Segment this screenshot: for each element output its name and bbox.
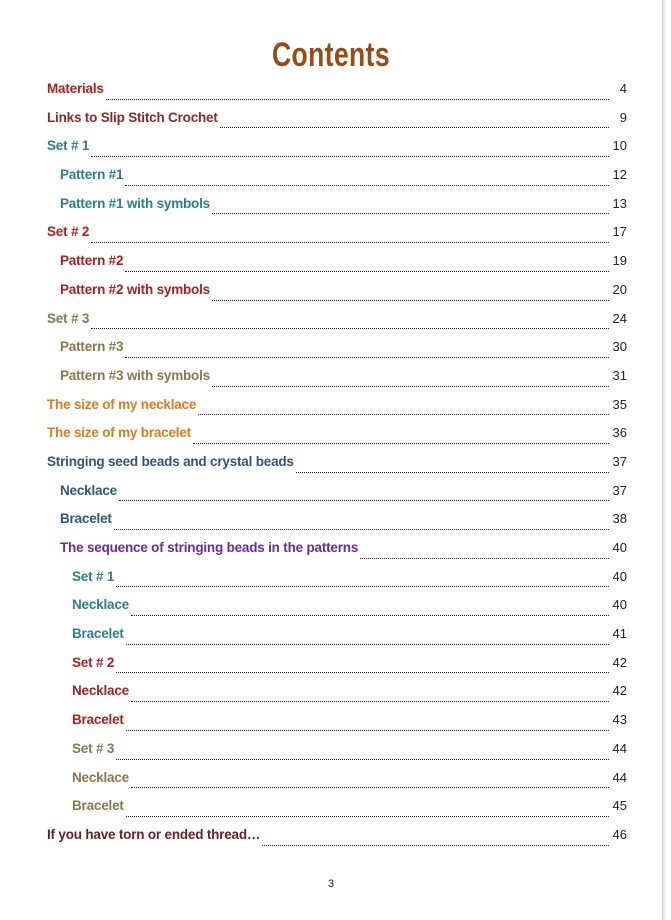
dot-leader <box>116 758 609 760</box>
toc-entry-page: 40 <box>612 597 627 613</box>
toc-entry-label[interactable]: Materials <box>47 81 104 96</box>
toc-entry-page: 46 <box>612 826 627 842</box>
toc-entry-page: 40 <box>612 540 627 555</box>
toc-entry-page: 42 <box>612 683 627 699</box>
toc-entry[interactable] <box>0 655 662 684</box>
toc-entry[interactable] <box>0 597 662 626</box>
toc-entry-label[interactable]: Bracelet <box>72 798 124 814</box>
toc-entry[interactable] <box>0 511 662 540</box>
toc-entry-label[interactable]: Set # 2 <box>72 654 115 670</box>
toc-entry-page: 4 <box>619 81 627 96</box>
toc-entry-page: 40 <box>612 568 627 584</box>
toc-entry-label[interactable]: If you have torn or ended thread… <box>47 826 261 842</box>
toc-entry-label[interactable]: Set # 3 <box>72 740 115 756</box>
toc-entry[interactable] <box>0 311 662 340</box>
dot-leader <box>220 126 609 128</box>
toc-entry[interactable] <box>0 483 662 512</box>
toc-entry-label[interactable]: Bracelet <box>72 712 124 728</box>
toc-entry[interactable] <box>0 253 662 282</box>
toc-entry[interactable] <box>0 569 662 598</box>
toc-entry-page: 13 <box>612 195 627 211</box>
page-number: 3 <box>327 878 335 890</box>
toc-entry-page: 10 <box>612 138 627 154</box>
toc-entry-page: 19 <box>612 253 627 269</box>
toc-entry-page: 43 <box>612 712 627 728</box>
toc-entry[interactable] <box>0 138 662 167</box>
toc-entry-label[interactable]: The size of my necklace <box>47 396 197 412</box>
toc-entry[interactable] <box>0 425 662 454</box>
dot-leader <box>131 614 609 616</box>
toc-entry[interactable] <box>0 339 662 368</box>
toc-entry-label[interactable]: Pattern #2 <box>60 253 124 269</box>
dot-leader <box>212 299 609 301</box>
dot-leader <box>106 98 609 100</box>
dot-leader <box>212 212 609 214</box>
table-of-contents <box>0 81 662 856</box>
toc-entry-label[interactable]: Set # 2 <box>47 224 90 240</box>
toc-entry-label[interactable]: Pattern #1 <box>60 167 124 183</box>
dot-leader <box>126 643 609 645</box>
dot-leader <box>212 385 609 387</box>
toc-entry-page: 20 <box>612 281 627 297</box>
toc-entry-page: 45 <box>612 798 627 814</box>
toc-entry-page: 37 <box>612 453 627 469</box>
dot-leader <box>126 729 609 731</box>
dot-leader <box>125 184 609 186</box>
toc-entry-label[interactable]: Links to Slip Stitch Crochet <box>47 109 218 125</box>
toc-entry[interactable] <box>0 540 662 569</box>
toc-entry-page: 44 <box>612 769 627 785</box>
dot-leader <box>119 499 609 501</box>
toc-entry[interactable] <box>0 110 662 139</box>
toc-entry-label[interactable]: Pattern #3 with symbols <box>60 367 210 383</box>
dot-leader <box>296 471 609 473</box>
toc-entry[interactable] <box>0 626 662 655</box>
toc-entry[interactable] <box>0 798 662 827</box>
dot-leader <box>114 528 609 530</box>
toc-entry[interactable] <box>0 81 662 110</box>
toc-entry[interactable] <box>0 683 662 712</box>
toc-entry[interactable] <box>0 167 662 196</box>
toc-entry-label[interactable]: Bracelet <box>60 511 112 527</box>
toc-entry-label[interactable]: Necklace <box>72 683 129 699</box>
toc-entry[interactable] <box>0 741 662 770</box>
dot-leader <box>131 786 609 788</box>
toc-entry-label[interactable]: Set # 1 <box>72 568 115 584</box>
toc-entry-page: 12 <box>612 167 627 183</box>
toc-entry-label[interactable]: Set # 1 <box>47 138 90 154</box>
toc-entry[interactable] <box>0 397 662 426</box>
toc-entry-label[interactable]: Necklace <box>72 597 129 613</box>
toc-entry-page: 17 <box>612 224 627 240</box>
dot-leader <box>116 671 609 673</box>
toc-entry-label[interactable]: Set # 3 <box>47 310 90 326</box>
toc-entry-label[interactable]: Pattern #1 with symbols <box>60 195 210 211</box>
dot-leader <box>125 356 609 358</box>
toc-entry-label[interactable]: The sequence of stringing beads in the patterns <box>60 540 359 555</box>
toc-entry[interactable] <box>0 368 662 397</box>
dot-leader <box>91 327 609 329</box>
toc-entry-page: 9 <box>619 109 627 125</box>
toc-entry-page: 36 <box>612 425 627 441</box>
dot-leader <box>126 815 609 817</box>
dot-leader <box>116 585 609 587</box>
toc-entry-label[interactable]: Pattern #2 with symbols <box>60 281 210 297</box>
toc-entry[interactable] <box>0 770 662 799</box>
toc-entry[interactable] <box>0 712 662 741</box>
toc-entry-page: 41 <box>612 626 627 642</box>
toc-entry-label[interactable]: Bracelet <box>72 626 124 642</box>
toc-entry-page: 24 <box>612 310 627 326</box>
page-title: Contents <box>271 36 391 74</box>
toc-entry-label[interactable]: Necklace <box>72 769 129 785</box>
dot-leader <box>262 844 609 846</box>
toc-entry-label[interactable]: Pattern #3 <box>60 339 124 355</box>
dot-leader <box>193 442 609 444</box>
toc-entry-page: 35 <box>612 396 627 412</box>
dot-leader <box>360 557 609 559</box>
dot-leader <box>91 155 609 157</box>
toc-entry[interactable] <box>0 454 662 483</box>
dot-leader <box>131 700 609 702</box>
dot-leader <box>198 413 609 415</box>
toc-entry-page: 37 <box>612 482 627 498</box>
toc-entry[interactable] <box>0 196 662 225</box>
dot-leader <box>91 241 609 243</box>
toc-entry-page: 31 <box>612 367 627 383</box>
dot-leader <box>125 270 609 272</box>
toc-entry[interactable] <box>0 282 662 311</box>
toc-entry-page: 44 <box>612 740 627 756</box>
toc-entry-label[interactable]: Stringing seed beads and crystal beads <box>47 453 294 469</box>
toc-entry[interactable] <box>0 224 662 253</box>
toc-entry-label[interactable]: Necklace <box>60 482 117 498</box>
toc-entry[interactable] <box>0 827 662 856</box>
toc-entry-page: 38 <box>612 511 627 527</box>
toc-entry-label[interactable]: The size of my bracelet <box>47 425 191 441</box>
toc-entry-page: 30 <box>612 339 627 355</box>
toc-entry-page: 42 <box>612 654 627 670</box>
